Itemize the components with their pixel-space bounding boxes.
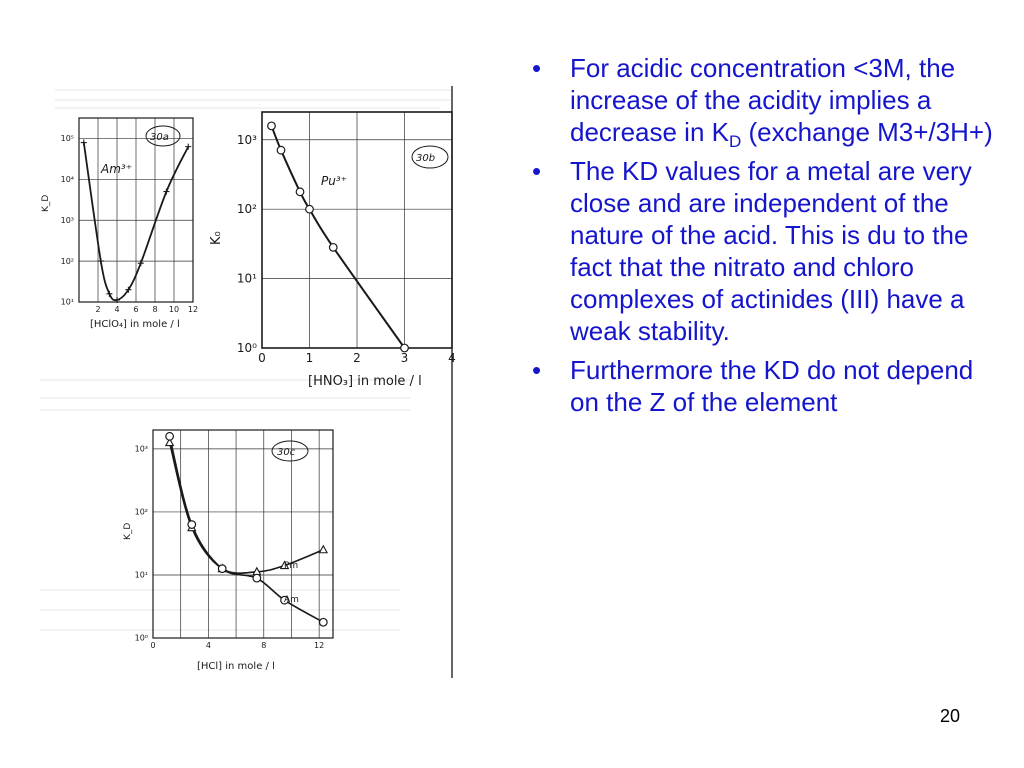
figure-c-grid (153, 430, 333, 638)
x-tick-label: 2 (353, 351, 361, 365)
x-tick-label: 8 (152, 305, 158, 314)
data-point-plus (185, 144, 191, 150)
x-tick-label: 1 (305, 351, 314, 365)
figure-c-y-ticks (135, 445, 148, 643)
figure-a-x-label: [HClO₄] in mole / l (90, 319, 180, 330)
bullet-dot: • (532, 53, 542, 83)
bullet-text: For acidic concentration <3M, the increase of the acidity implies a decrease in K (570, 53, 956, 147)
y-tick-label: 10¹ (236, 271, 257, 286)
figure-a-am (41, 118, 198, 330)
bullet-text: Furthermore the KD do not depend on the Z of the element (570, 355, 974, 417)
bullet-dot: • (532, 355, 542, 385)
figure-b-curve (272, 126, 405, 348)
y-tick-label: 10⁵ (60, 134, 74, 144)
data-point-plus (106, 291, 112, 297)
data-point-circle (268, 122, 276, 130)
bullet-dot: • (532, 156, 542, 186)
data-point-circle (253, 574, 261, 582)
data-point-circle (188, 521, 196, 529)
x-tick-label: 12 (314, 641, 325, 650)
y-tick-label: 10¹ (60, 297, 74, 307)
figure-c-label-pm: Pm (284, 561, 299, 571)
x-tick-label: 2 (95, 305, 101, 314)
data-point-circle (320, 618, 328, 626)
y-tick-label: 10¹ (134, 570, 148, 580)
data-point-circle (277, 146, 285, 154)
figure-a-tag: 30a (150, 132, 169, 143)
figure-b-x-ticks (258, 351, 456, 365)
x-tick-label: 10 (168, 305, 180, 314)
data-point-plus (163, 189, 169, 195)
figure-collage (0, 0, 470, 768)
figure-c-frame (153, 430, 333, 638)
figure-b-pu (209, 112, 456, 389)
figure-c-markers (166, 433, 327, 627)
y-tick-label: 10³ (60, 215, 74, 225)
figure-c-x-label: [HCl] in mole / l (197, 661, 275, 672)
y-tick-label: 10⁰ (134, 633, 148, 643)
x-tick-label: 0 (258, 351, 266, 365)
bullet-text: The KD values for a metal are very close and are independent of the nature of the acid. This is du to the fact that the nitrato and chloro complexes of actinides (III) have a weak stability. (570, 156, 972, 346)
x-tick-label: 3 (400, 351, 409, 365)
y-tick-label: 10³ (236, 132, 257, 147)
figure-b-tag: 30b (416, 153, 436, 164)
figure-b-markers (268, 122, 409, 352)
bullet-item-kd-values (530, 155, 1000, 347)
figure-c-tag: 30c (277, 447, 296, 458)
x-tick-label: 12 (187, 305, 199, 314)
data-point-circle (166, 433, 174, 441)
data-point-circle (329, 244, 337, 252)
figure-c-pm-am (123, 430, 333, 672)
x-tick-label: 4 (205, 641, 211, 650)
x-tick-label: 0 (150, 641, 156, 650)
x-tick-label: 4 (114, 305, 120, 314)
figure-b-species: Pu³⁺ (321, 174, 347, 188)
x-tick-label: 8 (261, 641, 267, 650)
figure-a-species: Am³⁺ (101, 162, 133, 176)
bullet-subscript: D (728, 132, 742, 152)
figure-a-y-label: K_D (41, 194, 51, 212)
x-tick-label: 4 (448, 351, 456, 365)
figure-a-x-ticks (95, 305, 198, 314)
bullet-item-z-dependence (530, 354, 1000, 418)
figure-c-label-am: Am (284, 595, 299, 605)
bullet-list (530, 52, 1000, 425)
data-point-circle (296, 188, 304, 196)
data-point-plus (98, 258, 104, 264)
data-point-circle (306, 205, 314, 213)
data-point-triangle (320, 546, 328, 553)
figure-b-x-label: [HNO₃] in mole / l (308, 374, 422, 389)
figure-b-grid (262, 112, 452, 348)
figure-a-y-ticks (61, 134, 74, 307)
data-point-circle (218, 565, 226, 573)
bullet-item-acidity (530, 52, 1000, 152)
figure-c-x-ticks (150, 641, 324, 650)
bullet-text-tail: (exchange M3+/3H+) (741, 117, 993, 147)
y-tick-label: 10² (60, 256, 74, 266)
data-point-plus (81, 140, 87, 146)
y-tick-label: 10⁰ (236, 341, 257, 355)
figure-b-y-ticks (237, 133, 257, 355)
scanned-figure (0, 0, 470, 768)
figure-c-y-label: K_D (123, 522, 133, 540)
y-tick-label: 10⁴ (60, 175, 74, 184)
figure-b-y-label: K₀ (209, 231, 224, 245)
x-tick-label: 6 (133, 305, 139, 314)
y-tick-label: 10² (134, 507, 148, 517)
y-tick-label: 10² (236, 202, 257, 217)
figure-c-curve-pm (170, 443, 324, 574)
y-tick-label: 10³ (134, 444, 148, 454)
page-number: 20 (940, 706, 961, 726)
